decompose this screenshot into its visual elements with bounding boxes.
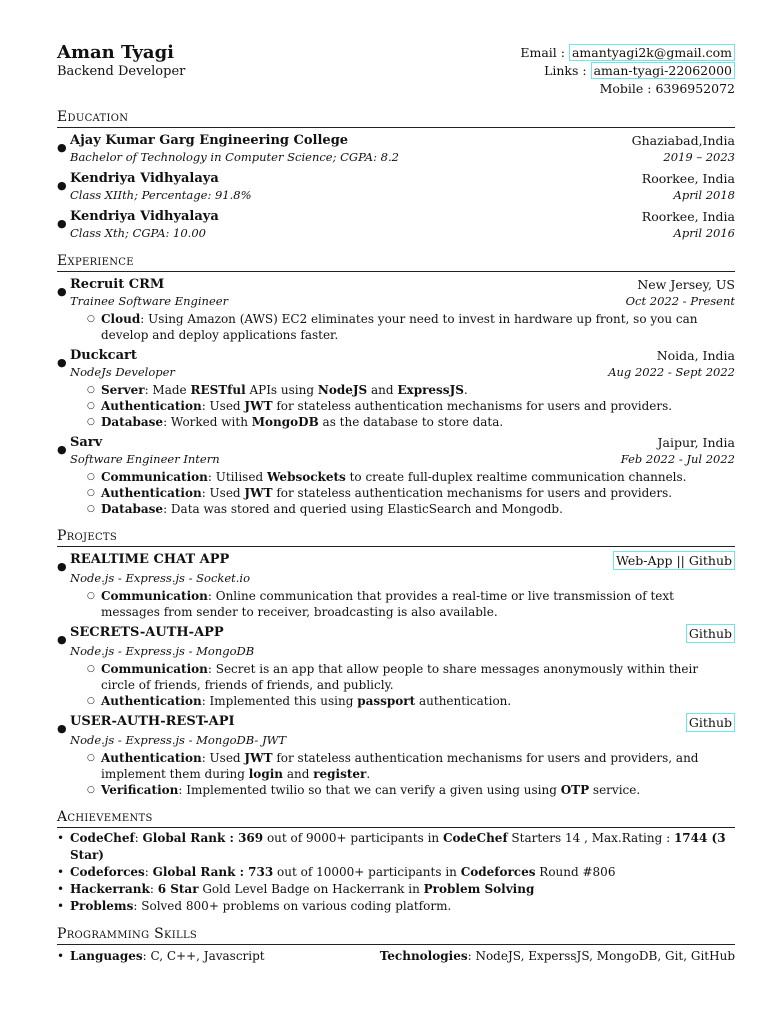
section-title-projects: Projects [57, 527, 735, 547]
job-role: Software Engineer Intern [70, 452, 220, 466]
list-item: ○ Authentication: Used JWT for stateless authentication mechanisms for users and providers. [87, 398, 735, 414]
project-name: USER-AUTH-REST-API [70, 714, 235, 729]
bullet-icon: ● [57, 722, 67, 735]
bullet-icon: ● [57, 560, 67, 573]
education-dates: April 2016 [673, 226, 735, 240]
contact-block [520, 44, 735, 98]
company-location: New Jersey, US [637, 277, 735, 292]
webapp-link[interactable]: Web-App [616, 553, 673, 568]
mobile-number: 6396952072 [655, 81, 735, 96]
linkedin-link[interactable]: aman-tyagi-22062000 [591, 62, 735, 79]
list-item: ○ Communication: Utilised Websockets to create full-duplex realtime communication channels. [87, 469, 735, 485]
list-item: ○ Database: Data was stored and queried using ElasticSearch and Mongodb. [87, 501, 735, 517]
job-role: Trainee Software Engineer [70, 294, 229, 308]
resume-page [57, 42, 735, 965]
section-title-experience: Experience [57, 252, 735, 272]
section-title-skills: Programming Skills [57, 925, 735, 945]
job-dates: Feb 2022 - Jul 2022 [620, 452, 735, 466]
bullet-icon: ● [57, 356, 67, 369]
email-link[interactable]: amantyagi2k@gmail.com [569, 44, 735, 61]
github-link[interactable]: Github [686, 713, 735, 732]
list-item: ○ Communication: Secret is an app that allow people to share messages anonymously within their circle of friends, friends of friends, and publicly. [87, 661, 735, 693]
degree-detail: Bachelor of Technology in Computer Science; CGPA: 8.2 [70, 150, 399, 164]
achievement-item: • Hackerrank: 6 Star Gold Level Badge on Hackerrank in Problem Solving [57, 881, 735, 898]
bullet-icon: ● [57, 217, 67, 230]
achievement-item: • Problems: Solved 800+ problems on various coding platform. [57, 898, 735, 915]
company-location: Jaipur, India [657, 435, 735, 450]
school-location: Roorkee, India [641, 171, 735, 186]
project-stack: Node.js - Express.js - MongoDB [70, 644, 255, 658]
list-item: ○ Authentication: Used JWT for stateless authentication mechanisms for users and providers. [87, 485, 735, 501]
candidate-role: Backend Developer [57, 64, 186, 79]
project-name: REALTIME CHAT APP [70, 552, 230, 567]
project-stack: Node.js - Express.js - Socket.io [70, 571, 251, 585]
education-entry [57, 132, 735, 166]
school-location: Roorkee, India [641, 209, 735, 224]
education-dates: April 2018 [673, 188, 735, 202]
section-title-achievements: Achievements [57, 808, 735, 828]
github-link[interactable]: Github [688, 553, 732, 568]
list-item: ○ Cloud: Using Amazon (AWS) EC2 eliminates your need to invest in hardware up front, so you can develop and deploy applications faster. [87, 311, 735, 343]
section-title-education: Education [57, 108, 735, 128]
list-item: ○ Verification: Implemented twilio so that we can verify a given using using OTP service. [87, 782, 735, 798]
school-name: Ajay Kumar Garg Engineering College [70, 133, 349, 148]
candidate-name: Aman Tyagi [57, 42, 174, 63]
experience-entry [57, 434, 735, 517]
project-entry [57, 624, 735, 709]
languages-skill: • Languages: C, C++, Javascript [70, 949, 265, 963]
bullet-icon: ● [57, 443, 67, 456]
education-dates: 2019 – 2023 [663, 150, 735, 164]
company-name: Sarv [70, 435, 103, 450]
link-separator: || [676, 553, 685, 568]
list-item: ○ Database: Worked with MongoDB as the database to store data. [87, 414, 735, 430]
bullet-icon: ● [57, 179, 67, 192]
achievement-item: • Codeforces: Global Rank : 733 out of 10000+ participants in Codeforces Round #806 [57, 864, 735, 881]
list-item: ○ Communication: Online communication that provides a real-time or live transmission of text messages from sender to receiver, broadcasting is also available. [87, 588, 735, 620]
school-location: Ghaziabad,India [631, 133, 735, 148]
achievement-item: • CodeChef: Global Rank : 369 out of 9000+ participants in CodeChef Starters 14 , Max.Rating : 1744 (3 Star) [57, 830, 735, 864]
experience-entry [57, 276, 735, 343]
resume-header [57, 42, 735, 98]
experience-entry [57, 347, 735, 430]
school-name: Kendriya Vidhyalaya [70, 171, 219, 186]
project-stack: Node.js - Express.js - MongoDB- JWT [70, 733, 287, 747]
technologies-skill: Technologies: NodeJS, ExperssJS, MongoDB, Git, GitHub [379, 949, 735, 963]
job-role: NodeJs Developer [70, 365, 175, 379]
education-entry [57, 208, 735, 242]
skills-row [57, 948, 735, 965]
bullet-icon: ● [57, 285, 67, 298]
bullet-icon: ● [57, 633, 67, 646]
email-label: Email : [520, 45, 565, 60]
project-name: SECRETS-AUTH-APP [70, 625, 224, 640]
degree-detail: Class XIIth; Percentage: 91.8% [70, 188, 252, 202]
mobile-label: Mobile : [599, 81, 652, 96]
company-location: Noida, India [656, 348, 735, 363]
list-item: ○ Server: Made RESTful APIs using NodeJS and ExpressJS. [87, 382, 735, 398]
github-link[interactable]: Github [686, 624, 735, 643]
list-item: ○ Authentication: Used JWT for stateless authentication mechanisms for users and providers, and implement them during login and register. [87, 750, 735, 782]
company-name: Duckcart [70, 348, 137, 363]
project-links [613, 551, 735, 570]
company-name: Recruit CRM [70, 277, 165, 292]
list-item: ○ Authentication: Implemented this using passport authentication. [87, 693, 735, 709]
links-label: Links : [544, 63, 587, 78]
degree-detail: Class Xth; CGPA: 10.00 [70, 226, 206, 240]
job-dates: Aug 2022 - Sept 2022 [608, 365, 735, 379]
school-name: Kendriya Vidhyalaya [70, 209, 219, 224]
project-entry [57, 713, 735, 798]
education-entry [57, 170, 735, 204]
project-entry [57, 551, 735, 620]
bullet-icon: ● [57, 141, 67, 154]
job-dates: Oct 2022 - Present [625, 294, 735, 308]
